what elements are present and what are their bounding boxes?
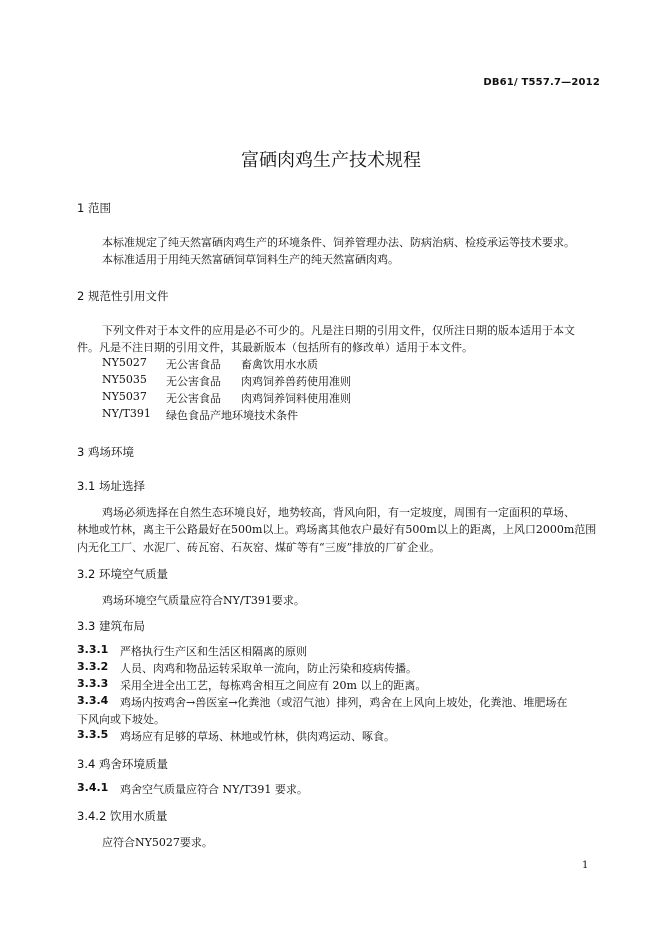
reference-name: 绿色食品产地环境技术条件 xyxy=(166,409,298,422)
section-3-1-line-2: 林地或竹林，离主干公路最好在500m以上。鸡场离其他农户最好有500m以上的距离，上风口2000m范围 xyxy=(77,523,597,536)
section-3-heading: 3 鸡场环境 xyxy=(77,445,134,459)
section-3-1-line-1: 鸡场必须选择在自然生态环境良好，地势较高，背风向阳，有一定坡度，周围有一定面积的草场、 xyxy=(102,506,575,519)
section-3-2-text: 鸡场环境空气质量应符合NY/T391要求。 xyxy=(102,594,305,607)
section-2-para-line-2: 件。凡是不注日期的引用文件，其最新版本（包括所有的修改单）适用于本文件。 xyxy=(77,341,473,354)
section-1-heading: 1 范围 xyxy=(77,201,111,215)
reference-code: NY/T391 xyxy=(102,407,151,420)
reference-code: NY5037 xyxy=(102,390,147,403)
reference-category: 无公害食品 xyxy=(166,392,221,405)
clause-3-3-4-continuation: 下风向或下坡处。 xyxy=(77,713,165,726)
reference-name: 畜禽饮用水水质 xyxy=(241,358,318,371)
reference-category: 无公害食品 xyxy=(166,375,221,388)
document-title: 富硒肉鸡生产技术规程 xyxy=(241,150,421,171)
section-2-para-line-1: 下列文件对于本文件的应用是必不可少的。凡是注日期的引用文件，仅所注日期的版本适用于本文 xyxy=(102,324,575,337)
section-3-4-heading: 3.4 鸡舍环境质量 xyxy=(77,757,168,771)
section-3-3-heading: 3.3 建筑布局 xyxy=(77,619,145,633)
reference-name: 肉鸡饲养饲料使用准则 xyxy=(241,392,351,405)
reference-code: NY5035 xyxy=(102,373,147,386)
reference-code: NY5027 xyxy=(102,356,147,369)
reference-name: 肉鸡饲养兽药使用准则 xyxy=(241,375,351,388)
section-3-4-2-text: 应符合NY5027要求。 xyxy=(102,836,213,849)
reference-category: 无公害食品 xyxy=(166,358,221,371)
section-2-heading: 2 规范性引用文件 xyxy=(77,289,169,303)
page-number: 1 xyxy=(582,860,589,871)
section-3-4-2-heading: 3.4.2 饮用水质量 xyxy=(77,809,168,823)
standard-code: DB61/ T557.7—2012 xyxy=(483,77,600,88)
section-3-1-heading: 3.1 场址选择 xyxy=(77,479,145,493)
section-3-2-heading: 3.2 环境空气质量 xyxy=(77,567,168,581)
section-1-para-1: 本标准规定了纯天然富硒肉鸡生产的环境条件、饲养管理办法、防病治病、检疫承运等技术要求。 xyxy=(102,236,575,249)
section-1-para-2: 本标准适用于用纯天然富硒饲草饲料生产的纯天然富硒肉鸡。 xyxy=(102,253,399,266)
section-3-1-line-3: 内无化工厂、水泥厂、砖瓦窑、石灰窑、煤矿等有“三废”排放的厂矿企业。 xyxy=(77,541,441,554)
